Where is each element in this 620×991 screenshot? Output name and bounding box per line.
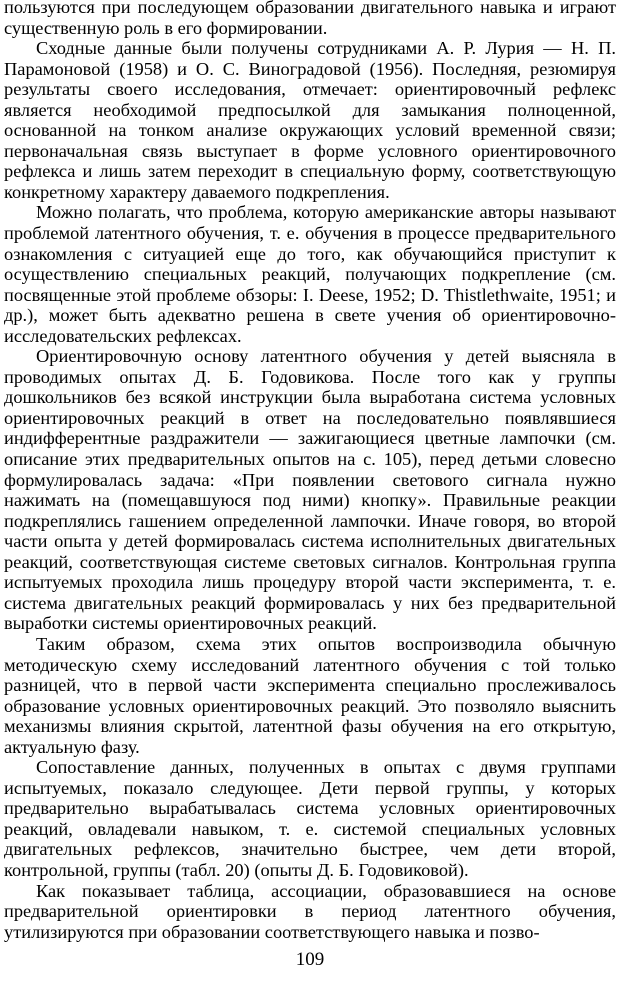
paragraph: Ориентировочную основу латентного обучения у детей выясняла в проводимых опытах Д. Б. Годовикова. После того как у группы дошкольников без всякой инструкции была выработана система условных ориентировочных реакций в ответ на последовательно появлявшиеся индифферентные раздражители — зажигающиеся цветные лампочки (см. описание этих предварительных опытов на с. 105), перед детьми словесно формулировалась задача: «При появлении светового сигнала нужно нажимать на (помещавшуюся под ними) кнопку». Правильные реакции подкреплялись гашением определенной лампочки. Иначе говоря, во второй части опыта у детей формировалась система исполнительных двигательных реакций, соответствующая системе световых сигналов. Контрольная группа испытуемых проходила лишь процедуру второй части эксперимента, т. е. система двигательных реакций формировалась у них без предварительной выработки системы ориентировочных реакций. [4, 346, 616, 634]
paragraph: пользуются при последующем образовании двигательного навыка и играют существенную роль в его формировании. [4, 0, 616, 38]
paragraph: Можно полагать, что проблема, которую американские авторы называют проблемой латентного обучения, т. е. обучения в процессе предварительного ознакомления с ситуацией еще до того, как обучающийся приступит к осуществлению специальных реакций, получающих подкрепление (см. посвященные этой проблеме обзоры: I. Deese, 1952; D. Thistlethwaite, 1951; и др.), может быть адекватно решена в свете учения об ориентировочно-исследовательских рефлексах. [4, 202, 616, 346]
paragraph: Таким образом, схема этих опытов воспроизводила обычную методическую схему исследований латентного обучения с той только разницей, что в первой части эксперимента специально прослеживалось образование условных ориентировочных реакций. Это позволяло выяснить механизмы влияния скрытой, латентной фазы обучения на его открытую, актуальную фазу. [4, 633, 616, 757]
paragraph: Сходные данные были получены сотрудниками А. Р. Лурия — Н. П. Парамоновой (1958) и О. С. Виноградовой (1956). Последняя, резюмируя результаты своего исследования, отмечает: ориентировочный рефлекс является необходимой предпосылкой для замыкания полноценной, основанной на тонком анализе окружающих условий временной связи; первоначальная связь выступает в форме условного ориентировочного рефлекса и лишь затем переходит в специальную форму, соответствующую конкретному характеру даваемого подкрепления. [4, 38, 616, 202]
page-number: 109 [295, 949, 325, 970]
paragraph: Как показывает таблица, ассоциации, образовавшиеся на основе предварительной ориентировки в период латентного обучения, утилизируются при образовании соответствующего навыка и позво- [4, 880, 616, 942]
paragraph: Сопоставление данных, полученных в опытах с двумя группами испытуемых, показало следующее. Дети первой группы, у которых предварительно вырабатывалась система условных ориентировочных реакций, овладевали навыком, т. е. системой специальных условных двигательных рефлексов, значительно быстрее, чем дети второй, контрольной, группы (табл. 20) (опыты Д. Б. Годовиковой). [4, 757, 616, 880]
body-text [4, 0, 616, 942]
